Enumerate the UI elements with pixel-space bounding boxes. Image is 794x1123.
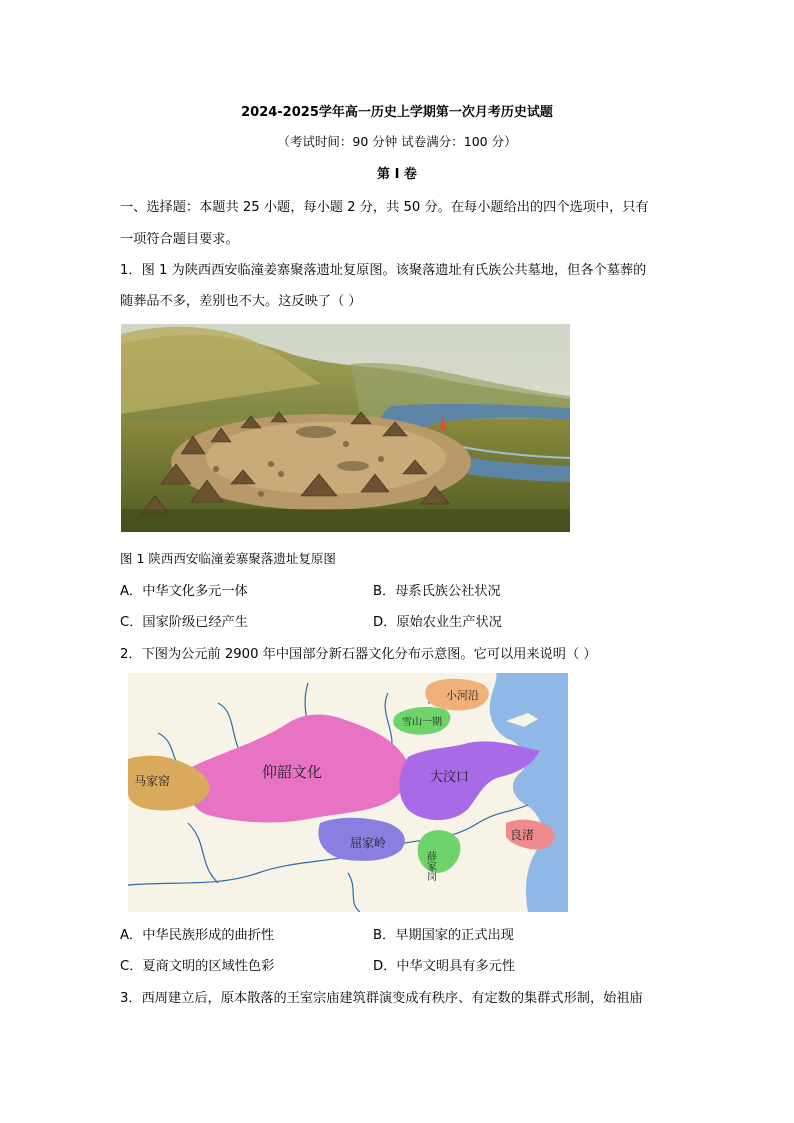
label-dawenkou: 大汶口 bbox=[430, 770, 470, 785]
q1-stem-line2: 随葬品不多，差别也不大。这反映了（ ） bbox=[120, 294, 362, 309]
neolithic-culture-map-svg bbox=[128, 673, 568, 912]
q1-option-c: C．国家阶级已经产生 bbox=[120, 615, 248, 630]
q1-option-b: B．母系氏族公社状况 bbox=[373, 584, 501, 599]
q2-stem-line1: 2．下图为公元前 2900 年中国部分新石器文化分布示意图。它可以用来说明（ ） bbox=[120, 647, 597, 662]
label-qujialing: 屈家岭 bbox=[350, 836, 387, 850]
q2-option-d: D．中华文明具有多元性 bbox=[373, 959, 516, 974]
figure1-caption: 图 1 陕西西安临潼姜寨聚落遗址复原图 bbox=[120, 551, 336, 566]
exam-subtitle: （考试时间：90 分钟 试卷满分：100 分） bbox=[277, 134, 517, 149]
settlement-illustration-svg bbox=[121, 324, 570, 532]
settlement-illustration bbox=[121, 324, 570, 532]
q2-option-b: B．早期国家的正式出现 bbox=[373, 928, 514, 943]
label-xuejiagang: 薛家岗 bbox=[424, 851, 436, 881]
q3-stem-line1: 3．西周建立后，原本散落的王室宗庙建筑群演变成有秩序、有定数的集群式形制，始祖庙 bbox=[120, 991, 643, 1006]
q2-option-c: C．夏商文明的区域性色彩 bbox=[120, 959, 275, 974]
exam-title: 2024-2025学年高一历史上学期第一次月考历史试题 bbox=[241, 105, 553, 120]
label-liangzhu: 良渚 bbox=[510, 828, 535, 842]
section-instructions-line1: 一、选择题：本题共 25 小题，每小题 2 分，共 50 分。在每小题给出的四个选项中，只有 bbox=[120, 200, 649, 215]
label-xiaohezhao: 小河沿 bbox=[446, 689, 479, 702]
label-majiayao: 马家窑 bbox=[134, 774, 171, 788]
neolithic-culture-map bbox=[128, 673, 568, 912]
part-heading: 第 I 卷 bbox=[377, 167, 417, 182]
q2-option-a: A．中华民族形成的曲折性 bbox=[120, 928, 275, 943]
section-instructions-line2: 一项符合题目要求。 bbox=[120, 232, 239, 247]
label-yangshao: 仰韶文化 bbox=[262, 763, 323, 781]
q1-option-d: D．原始农业生产状况 bbox=[373, 615, 502, 630]
q1-stem-line1: 1．图 1 为陕西西安临潼姜寨聚落遗址复原图。该聚落遗址有氏族公共墓地，但各个墓葬的 bbox=[120, 263, 647, 278]
label-xueshan: 雪山一期 bbox=[402, 717, 442, 728]
q1-option-a: A．中华文化多元一体 bbox=[120, 584, 248, 599]
